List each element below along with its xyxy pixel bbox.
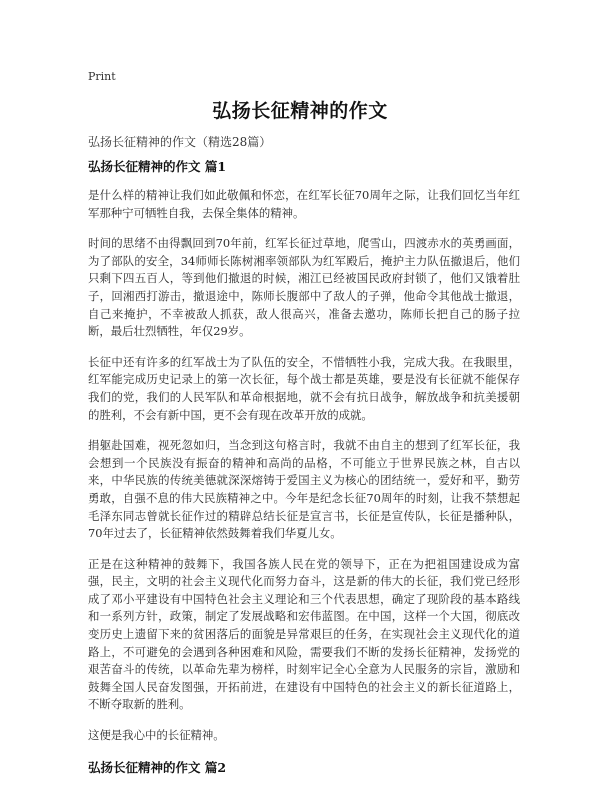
paragraph: 这便是我心中的长征精神。 [88,728,225,743]
paragraph: 长征中还有许多的红军战士为了队伍的安全，不惜牺牲小我，完成大我。在我眼里，红军能完成历史记录上的第一次长征，每个战士都是英雄，要是没有长征就不能保存我们的党，我们的人民军队和革命根据地，就不会有抗日战争，解放战争和抗美援朝的胜利，不会有新中国，更不会有现在改革开放的成就。 [88,354,520,422]
page-title: 弘扬长征精神的作文 [212,100,388,122]
print-label: Print [88,70,116,83]
paragraph: 捐躯赴国难，视死忽如归，当念到这句格言时，我就不由自主的想到了红军长征，我会想到一个民族没有振奋的精神和高尚的品格，不可能立于世界民族之林，自古以来，中华民族的传统美德就深深熔铸于爱国主义为核心的团结统一，爱好和平，勤劳勇敢，自强不息的伟大民族精神之中。今年是纪念长征70周年的时刻，让我不禁想起毛泽东同志曾就长征作过的精辟总结长征是宣言书，长征是宣传队，长征是播种队，70年过去了，长征精神依然鼓舞着我们华夏儿女。 [88,438,520,541]
section-heading-2: 弘扬长征精神的作文 篇2 [88,759,227,775]
paragraph: 时间的思绪不由得飘回到70年前，红军长征过草地，爬雪山，四渡赤水的英勇画面，为了部队的安全，34师师长陈树湘率领部队为红军殿后，掩护主力队伍撤退后，他们只剩下四五百人，等到他们撤退的时候，湘江已经被国民政府封锁了，他们又饿着肚子，回湘西打游击，撤退途中，陈师长腹部中了敌人的子弹，他命令其他战士撤退，自己来掩护，不幸被敌人抓获，敌人很高兴，准备去邀功，陈师长把自己的肠子拉断，最后壮烈牺牲，年仅29岁。 [88,236,520,339]
document-subtitle: 弘扬长征精神的作文（精选28篇） [88,135,272,149]
paragraph: 是什么样的精神让我们如此敬佩和怀恋，在红军长征70周年之际，让我们回忆当年红军那种宁可牺牲自我，去保全集体的精神。 [88,188,520,220]
section-heading-1: 弘扬长征精神的作文 篇1 [88,159,227,174]
article-body [88,158,520,788]
paragraph: 正是在这种精神的鼓舞下，我国各族人民在党的领导下，正在为把祖国建设成为富强，民主，文明的社会主义现代化而努力奋斗，这是新的伟大的长征，我们党已经形成了邓小平建设有中国特色社会主义理论和三个代表思想，确定了现阶段的基本路线和一系列方针，政策，制定了发展战略和宏伟蓝图。在中国，这样一个大国，彻底改变历史上遗留下来的贫困落后的面貌是异常艰巨的任务，在实现社会主义现代化的道路上，不可避免的会遇到各种困难和风险，需要我们不断的发扬长征精神，发扬党的艰苦奋斗的传统，以革命先辈为榜样，时刻牢记全心全意为人民服务的宗旨，激励和鼓舞全国人民奋发图强，开拓前进，在建设有中国特色的社会主义的新长征道路上，不断夺取新的胜利。 [88,556,520,712]
